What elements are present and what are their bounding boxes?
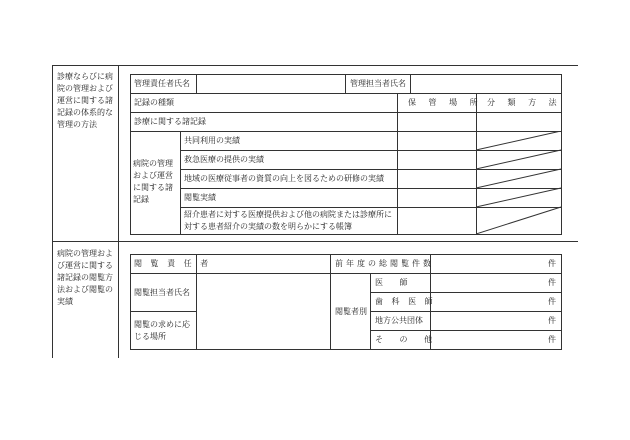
not-applicable-diagonals <box>476 131 562 234</box>
viewing-staff-label: 閲覧担当者氏名 <box>134 288 190 297</box>
prev-year-total-label: 前年度の総閲覧件数 <box>335 259 434 268</box>
section2-label: 病院の管理および運営に関する諸記録の閲覧方法および閲覧の実績 <box>57 249 113 306</box>
mgmt-records-label: 病院の管理および運営に関する諸記録 <box>133 159 173 204</box>
unit-total: 件 <box>548 259 556 268</box>
record-row-viewing: 閲覧実績 <box>184 193 216 202</box>
record-row-training: 地域の医療従事者の資質の向上を図るための研修の実績 <box>184 174 384 183</box>
record-row-referral: 紹介患者に対する医療提供および他の病院または診療所に対する患者紹介の実績の数を明らかにする帳簿 <box>184 210 392 231</box>
frame-left-line <box>52 65 53 358</box>
manager-name-label: 管理責任者氏名 <box>134 79 190 88</box>
unit-local-gov: 件 <box>548 316 556 325</box>
viewer-type-label: 閲覧者別 <box>335 307 367 316</box>
record-row-emergency: 救急医療の提供の実績 <box>184 155 264 164</box>
section-divider-line <box>52 241 578 242</box>
viewer-type-doctor: 医 師 <box>375 278 415 287</box>
unit-doctor: 件 <box>548 278 556 287</box>
section1-label: 診療ならびに病院の管理および運営に関する諸記録の体系的な管理の方法 <box>57 72 113 129</box>
viewing-manager-label: 閲 覧 責 任 者 <box>134 259 212 268</box>
clinical-records-label: 診療に関する諸記録 <box>134 117 206 126</box>
label-column-line <box>118 65 119 358</box>
unit-dentist: 件 <box>548 297 556 306</box>
unit-other: 件 <box>548 335 556 344</box>
record-type-label: 記録の種類 <box>134 98 174 107</box>
handler-name-label: 管理担当者氏名 <box>350 79 406 88</box>
classification-method-header: 分 類 方 法 <box>487 98 562 107</box>
storage-location-header: 保 管 場 所 <box>408 98 483 107</box>
viewer-type-other: そ の 他 <box>375 335 440 344</box>
viewer-type-local-gov: 地方公共団体 <box>375 316 423 325</box>
frame-top-line <box>52 65 578 66</box>
viewer-type-dentist: 歯 科 医 師 <box>375 297 436 306</box>
request-place-label: 閲覧の求めに応じる場所 <box>134 320 190 341</box>
record-row-joint-use: 共同利用の実績 <box>184 136 240 145</box>
